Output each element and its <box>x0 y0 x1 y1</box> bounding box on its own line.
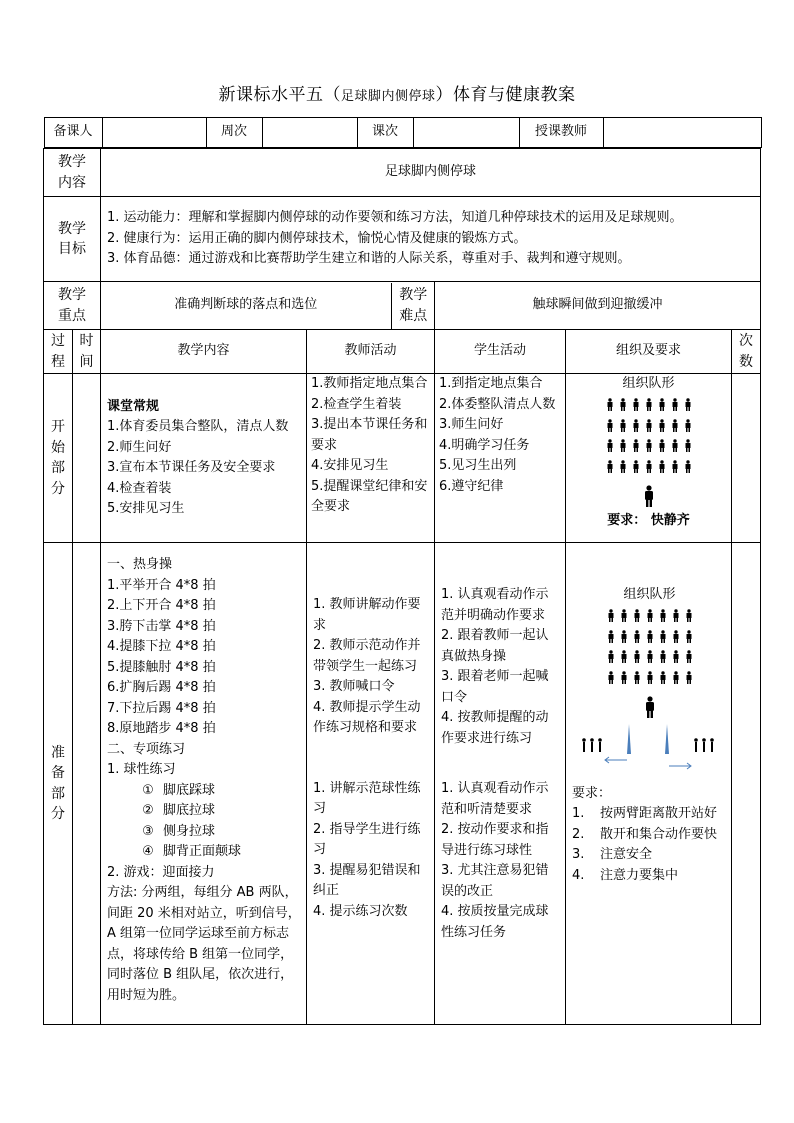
start-teacher-item: 5.提醒课堂纪律和安全要求 <box>311 478 428 514</box>
ball-item: ① 脚底踩球 <box>142 782 216 798</box>
student-figure-icon <box>620 630 628 643</box>
prep-teacher-item: 3. 提醒易犯错误和纠正 <box>313 862 421 898</box>
prep-student-item: 1. 认真观看动作示范并明确动作要求 <box>441 587 549 623</box>
start-student-item: 3.师生问好 <box>439 417 504 432</box>
student-figure-icon <box>658 419 666 432</box>
student-figure-icon <box>685 671 693 684</box>
start-student-item: 5.见习生出列 <box>439 458 517 473</box>
game-line: 间距 20 米相对站立，听到信号， <box>107 905 301 921</box>
goals-label: 教学 目标 <box>44 197 101 282</box>
start-phase-row <box>44 374 761 543</box>
game-line: A 组第一位同学运球至前方标志 <box>107 926 290 941</box>
formation-row <box>572 667 727 688</box>
start-content-item: 4.检查着装 <box>107 480 172 496</box>
special-title: 二、专项练习 <box>107 741 186 757</box>
student-figure-icon <box>684 460 692 473</box>
student-figure-icon <box>607 671 615 684</box>
prep-req-item: 3. 注意安全 <box>572 847 653 862</box>
student-figure-icon <box>672 671 680 684</box>
relay-diagram-icon <box>575 722 725 772</box>
prep-student-item: 4. 按教师提醒的动作要求进行练习 <box>441 710 549 746</box>
student-figure-icon <box>658 439 666 452</box>
formation-row <box>568 436 729 457</box>
prep-label: 备课人 <box>44 118 102 148</box>
formation-row <box>568 456 729 477</box>
student-figure-icon <box>659 609 667 622</box>
start-content <box>101 374 307 543</box>
prep-req-item: 2. 散开和集合动作要快 <box>572 826 718 842</box>
prep-teacher-item: 1. 讲解示范球性练习 <box>313 780 421 816</box>
title-end: ）体育与健康教案 <box>435 85 576 105</box>
student-figure-icon <box>685 609 693 622</box>
column-header-row <box>44 330 761 374</box>
student-figure-icon <box>606 460 614 473</box>
start-org <box>566 374 732 543</box>
warmup-title: 一、热身操 <box>107 557 173 572</box>
prep-time <box>73 543 101 1025</box>
start-teacher <box>307 374 435 543</box>
prep-student-item: 4. 按质按量完成球性练习任务 <box>441 904 549 940</box>
student-figure-icon <box>684 419 692 432</box>
student-figure-icon <box>632 460 640 473</box>
student-figure-icon <box>646 671 654 684</box>
title-main: 新课标水平五（ <box>218 85 341 105</box>
warmup-item: 7.下拉后踢 4*8 拍 <box>107 700 216 716</box>
ball-item: ④ 脚背正面颠球 <box>142 844 242 859</box>
key-value: 准确判断球的落点和选位 <box>101 283 391 329</box>
start-teacher-item: 1.教师指定地点集合 <box>311 376 428 391</box>
student-figure-icon <box>632 419 640 432</box>
student-figure-icon <box>607 609 615 622</box>
col-count: 次 数 <box>732 330 761 374</box>
prep-student-item: 2. 跟着教师一起认真做热身操 <box>441 628 549 664</box>
content-label: 教学 内容 <box>44 149 101 197</box>
key-label: 教学 重点 <box>44 282 101 330</box>
student-figure-icon <box>633 630 641 643</box>
student-figure-icon <box>658 398 666 411</box>
formation-row <box>572 626 727 647</box>
start-phase-label: 开 始 部 分 <box>44 374 73 543</box>
start-content-item: 5.安排见习生 <box>107 501 185 516</box>
student-figure-icon <box>633 609 641 622</box>
col-time: 时 间 <box>73 330 101 374</box>
game-line: 点，将球传给 B 组第一位同学， <box>107 946 294 962</box>
start-student <box>435 374 566 543</box>
student-figure-icon <box>672 609 680 622</box>
col-phase: 过 程 <box>44 330 73 374</box>
student-figure-icon <box>619 419 627 432</box>
warmup-item: 2.上下开合 4*8 拍 <box>107 598 216 613</box>
prep-teacher-item: 2. 指导学生进行练习 <box>313 821 421 857</box>
student-figure-icon <box>646 609 654 622</box>
goal-item: 1. 运动能力：理解和掌握脚内侧停球的动作要领和练习方法，知道几种停球技术的运用及足球规则。 <box>107 210 683 226</box>
student-figure-icon <box>606 419 614 432</box>
game-line: 用时短为胜。 <box>107 987 186 1003</box>
prep-teacher-item: 4. 教师提示学生动作练习规格和要求 <box>313 699 421 735</box>
student-figure-icon <box>607 650 615 663</box>
goals-row <box>44 197 761 282</box>
content-row <box>44 149 761 197</box>
student-figure-icon <box>620 650 628 663</box>
student-figure-icon <box>645 398 653 411</box>
formation-row <box>572 606 727 627</box>
title-topic: 足球脚内侧停球 <box>340 89 436 104</box>
start-org-requirement: 要求： 快静齐 <box>607 512 690 528</box>
student-figure-icon <box>659 650 667 663</box>
prep-student-item: 1. 认真观看动作示范和听清楚要求 <box>441 781 549 817</box>
warmup-item: 8.原地踏步 4*8 拍 <box>107 721 216 736</box>
student-figure-icon <box>632 398 640 411</box>
prep-value <box>102 118 206 148</box>
prep-teacher <box>307 543 435 1025</box>
student-figure-icon <box>606 398 614 411</box>
week-label: 周次 <box>206 118 262 148</box>
start-time <box>73 374 101 543</box>
teacher-figure-icon <box>643 485 655 507</box>
student-figure-icon <box>633 650 641 663</box>
start-student-item: 2.体委整队清点人数 <box>439 396 556 412</box>
prep-phase-label: 准 备 部 分 <box>44 543 73 1025</box>
prep-req-title: 要求： <box>572 785 612 801</box>
student-figure-icon <box>607 630 615 643</box>
prep-req-item: 1. 按两臂距离散开站好 <box>572 806 718 821</box>
page-title <box>0 80 794 105</box>
prep-req-item: 4. 注意力要集中 <box>572 867 679 883</box>
col-teacher: 教师活动 <box>307 330 435 374</box>
prep-content <box>101 543 307 1025</box>
student-figure-icon <box>645 439 653 452</box>
game-title: 2. 游戏：迎面接力 <box>107 864 215 880</box>
start-formation <box>568 395 729 477</box>
student-figure-icon <box>646 650 654 663</box>
student-figure-icon <box>619 398 627 411</box>
content-value: 足球脚内侧停球 <box>101 149 761 197</box>
prep-phase-row <box>44 543 761 1025</box>
student-figure-icon <box>659 630 667 643</box>
student-figure-icon <box>672 650 680 663</box>
start-teacher-item: 4.安排见习生 <box>311 458 389 473</box>
student-figure-icon <box>633 671 641 684</box>
student-figure-icon <box>620 671 628 684</box>
prep-student-item: 3. 跟着老师一起喊口令 <box>441 669 549 705</box>
student-figure-icon <box>646 630 654 643</box>
warmup-item: 4.提膝下拉 4*8 拍 <box>107 639 216 654</box>
prep-teacher-item: 1. 教师讲解动作要求 <box>313 597 421 633</box>
student-figure-icon <box>671 398 679 411</box>
student-figure-icon <box>684 398 692 411</box>
student-figure-icon <box>606 439 614 452</box>
prep-count <box>732 543 761 1025</box>
prep-org-title: 组织队形 <box>623 587 676 602</box>
start-count <box>732 374 761 543</box>
lesson-value <box>413 118 519 148</box>
prep-student-item: 3. 尤其注意易犯错误的改正 <box>441 863 549 899</box>
start-content-item: 1.体育委员集合整队，清点人数 <box>107 419 289 434</box>
teacher-value <box>603 118 761 148</box>
formation-row <box>568 415 729 436</box>
student-figure-icon <box>671 439 679 452</box>
start-teacher-item: 3.提出本节课任务和要求 <box>311 417 428 453</box>
prep-student <box>435 543 566 1025</box>
start-teacher-item: 2.检查学生着装 <box>311 396 402 412</box>
start-content-item: 3.宣布本节课任务及安全要求 <box>107 460 276 475</box>
student-figure-icon <box>619 439 627 452</box>
warmup-item: 6.扩胸后踢 4*8 拍 <box>107 680 216 695</box>
student-figure-icon <box>645 460 653 473</box>
col-org: 组织及要求 <box>566 330 732 374</box>
col-content: 教学内容 <box>101 330 307 374</box>
prep-teacher-item: 3. 教师喊口令 <box>313 679 395 694</box>
difficulty-value: 触球瞬间做到迎撤缓冲 <box>435 282 761 330</box>
start-content-item: 2.师生问好 <box>107 439 172 455</box>
student-figure-icon <box>620 609 628 622</box>
student-figure-icon <box>632 439 640 452</box>
student-figure-icon <box>619 460 627 473</box>
key-row <box>44 282 761 330</box>
goal-item: 3. 体育品德：通过游戏和比赛帮助学生建立和谐的人际关系，尊重对手、裁判和遵守规则。 <box>107 251 631 267</box>
prep-student-item: 2. 按动作要求和指导进行练习球性 <box>441 822 549 858</box>
lesson-label: 课次 <box>357 118 413 148</box>
ball-item: ③ 侧身拉球 <box>142 823 216 839</box>
start-student-item: 6.遵守纪律 <box>439 478 504 494</box>
prep-teacher-item: 4. 提示练习次数 <box>313 903 408 919</box>
teacher-label: 授课教师 <box>519 118 603 148</box>
student-figure-icon <box>658 460 666 473</box>
formation-row <box>568 395 729 416</box>
warmup-item: 3.胯下击掌 4*8 拍 <box>107 618 216 634</box>
warmup-item: 1.平举开合 4*8 拍 <box>107 577 216 593</box>
student-figure-icon <box>671 460 679 473</box>
difficulty-label: 教学 难点 <box>399 287 428 324</box>
formation-row <box>572 647 727 668</box>
ball-item: ② 脚底拉球 <box>142 803 216 818</box>
start-org-title: 组织队形 <box>622 376 675 391</box>
week-value <box>262 118 357 148</box>
goal-item: 2. 健康行为：运用正确的脚内侧停球技术，愉悦心情及健康的锻炼方式。 <box>107 230 527 246</box>
game-line: 方法: 分两组，每组分 AB 两队， <box>107 885 298 900</box>
start-student-item: 4.明确学习任务 <box>439 437 530 453</box>
game-line: 同时落位 B 组队尾，依次进行， <box>107 967 294 982</box>
student-figure-icon <box>685 630 693 643</box>
prep-teacher-item: 2. 教师示范动作并带领学生一起练习 <box>313 638 421 674</box>
student-figure-icon <box>659 671 667 684</box>
student-figure-icon <box>672 630 680 643</box>
prep-org <box>566 543 732 1025</box>
student-figure-icon <box>684 439 692 452</box>
goals-list <box>101 197 761 282</box>
student-figure-icon <box>671 419 679 432</box>
ball-title: 1. 球性练习 <box>107 762 176 777</box>
student-figure-icon <box>685 650 693 663</box>
start-student-item: 1.到指定地点集合 <box>439 376 543 391</box>
student-figure-icon <box>645 419 653 432</box>
start-content-title: 课堂常规 <box>107 398 160 414</box>
warmup-item: 5.提膝触肘 4*8 拍 <box>107 659 216 675</box>
col-student: 学生活动 <box>435 330 566 374</box>
lesson-plan-table <box>43 117 761 1025</box>
prep-formation <box>572 606 727 688</box>
teacher-figure-icon <box>644 696 656 718</box>
header-row <box>44 117 761 149</box>
